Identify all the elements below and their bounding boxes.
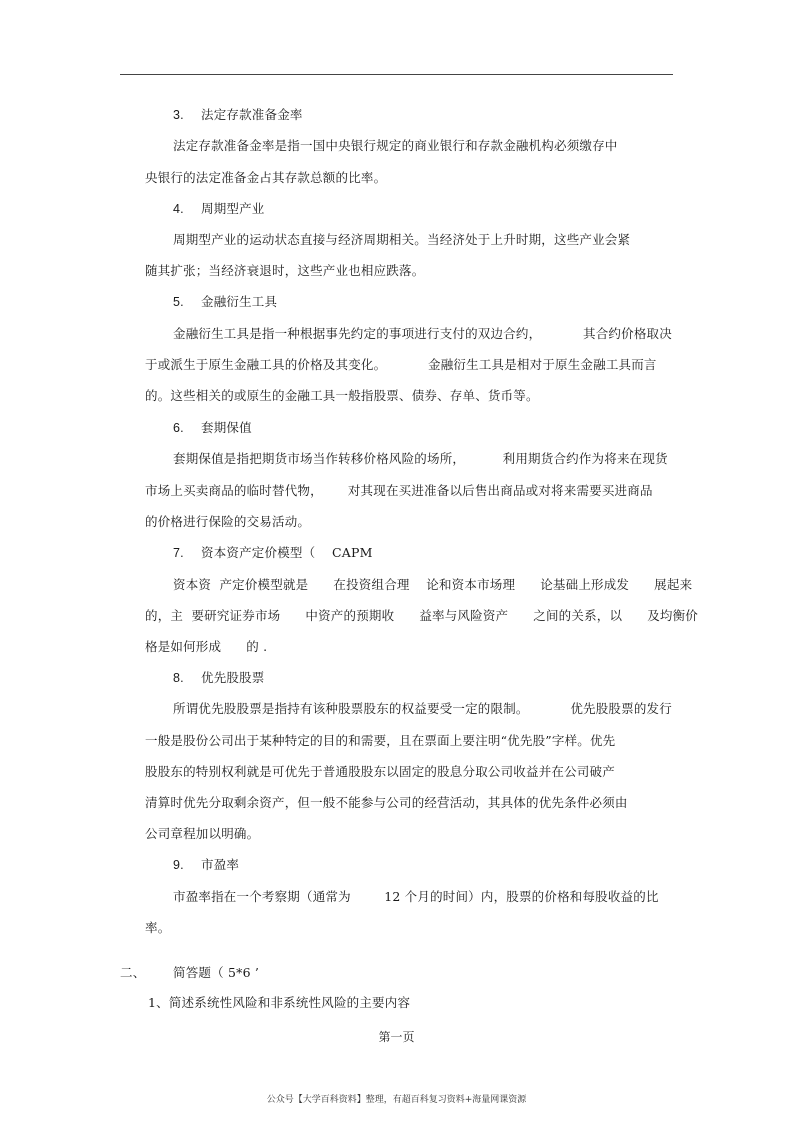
item-number: 8.	[173, 671, 184, 685]
item-title: 周期型产业	[201, 201, 265, 216]
item-text-line: 的，主 要研究证券市场 中资产的预期收 益率与风险资产 之间的关系，以 及均衡价	[145, 608, 699, 623]
item-text-line: 所谓优先股股票是指持有该种股票股东的权益要受一定的限制。 优先股股票的发行	[173, 701, 672, 716]
item-number: 6.	[173, 421, 184, 435]
item-number: 4.	[173, 202, 184, 216]
item-number: 5.	[173, 295, 184, 309]
item-text-line: 率。	[145, 920, 171, 935]
item-title: 资本资产定价模型（ CAPM	[201, 545, 373, 560]
item-title: 市盈率	[201, 857, 240, 872]
item-number: 7.	[173, 546, 184, 560]
section-title: 简答题（ 5*6 ’	[173, 965, 260, 980]
item-title: 套期保值	[201, 420, 252, 435]
item-text-line: 央银行的法定准备金占其存款总额的比率。	[145, 170, 387, 185]
item-text-line: 周期型产业的运动状态直接与经济周期相关。当经济处于上升时期，这些产业会紧	[173, 232, 631, 247]
item-text-line: 金融衍生工具是指一种根据事先约定的事项进行支付的双边合约， 其合约价格取决	[173, 326, 672, 341]
question-text: 1、简述系统性风险和非系统性风险的主要内容	[148, 995, 411, 1010]
page-footer: 第一页	[378, 1030, 415, 1044]
item-text-line: 清算时优先分取剩余资产，但一般不能参与公司的经营活动，其具体的优先条件必须由	[145, 795, 628, 810]
item-number: 9.	[173, 858, 184, 872]
item-text-line: 于或派生于原生金融工具的价格及其变化。 金融衍生工具是相对于原生金融工具而言	[145, 357, 657, 372]
item-text-line: 格是如何形成 的 .	[145, 639, 268, 654]
section-number: 二、	[120, 965, 146, 980]
item-text-line: 随其扩张；当经济衰退时，这些产业也相应跌落。	[145, 263, 425, 278]
item-text-line: 市盈率指在一个考察期（通常为 12 个月的时间）内，股票的价格和每股收益的比	[173, 889, 659, 904]
item-text-line: 一般是股份公司出于某种特定的目的和需要，且在票面上要注明“优先股”字样。优先	[145, 733, 616, 748]
item-text-line: 股股东的特别权利就是可优先于普通股股东以固定的股息分取公司收益并在公司破产	[145, 764, 615, 779]
item-text-line: 公司章程加以明确。	[145, 826, 260, 841]
item-title: 金融衍生工具	[201, 294, 278, 309]
item-text-line: 市场上买卖商品的临时替代物， 对其现在买进准备以后售出商品或对将来需要买进商品	[145, 483, 653, 498]
item-title: 优先股股票	[201, 670, 265, 685]
item-text-line: 资本资 产定价模型就是 在投资组合理 论和资本市场理 论基础上形成发 展起来	[173, 577, 693, 592]
item-number: 3.	[173, 108, 184, 122]
item-text-line: 的价格进行保险的交易活动。	[145, 514, 311, 529]
watermark-note: 公众号【大学百科资料】整理，有超百科复习资料+海量网课资源	[266, 1095, 527, 1105]
item-text-line: 的。这些相关的或原生的金融工具一般指股票、债券、存单、货币等。	[145, 388, 539, 403]
item-text-line: 套期保值是指把期货市场当作转移价格风险的场所， 利用期货合约作为将来在现货	[173, 451, 668, 466]
header-rule	[120, 74, 673, 75]
item-title: 法定存款准备金率	[201, 107, 303, 122]
item-text-line: 法定存款准备金率是指一国中央银行规定的商业银行和存款金融机构必须缴存中	[173, 138, 618, 153]
